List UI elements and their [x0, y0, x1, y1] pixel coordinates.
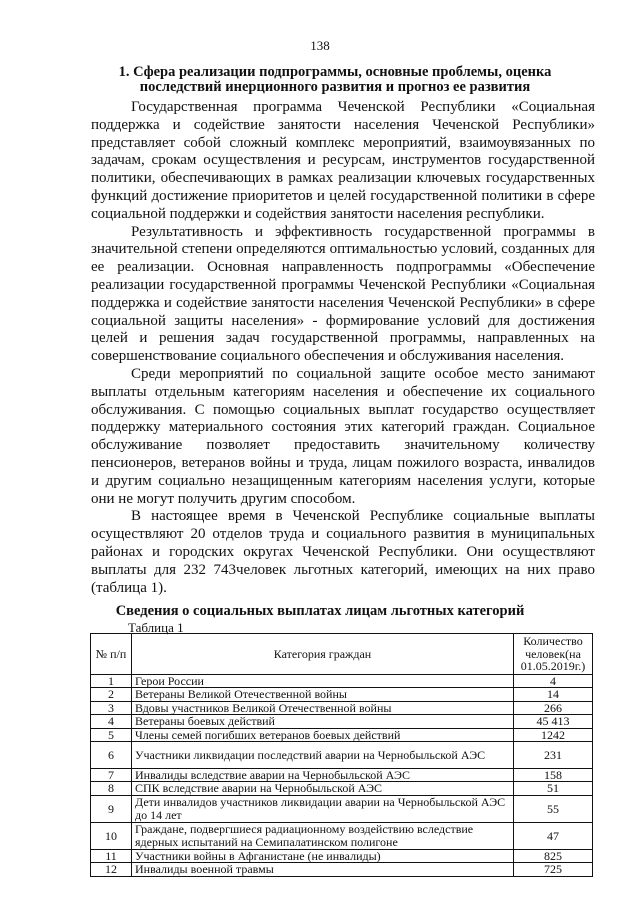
row-count: 825 — [514, 849, 593, 862]
table-row — [91, 742, 593, 769]
table-row — [91, 782, 593, 795]
row-count: 45 413 — [514, 715, 593, 728]
row-category: Участники войны в Афганистане (не инвалиды) — [132, 849, 514, 862]
row-num: 7 — [91, 769, 132, 782]
paragraph: В настоящее время в Чеченской Республике социальные выплаты осуществляют 20 отделов труда и социального развития в муниципальных районах и городских округах Чеченской Республики. Они осуществляют выплаты для 232 743человек льготных категорий, имеющих на них право (таблица 1). — [91, 508, 595, 596]
paragraph: Результативность и эффективность государственной программы в значительной степени определяются оптимальностью условий, созданных для ее реализации. Основная направленность подпрограммы «Обеспечение реализации государственной программы Чеченской Республики «Социальная поддержка и содействие занятости населения Чеченской Республики» в сфере социальной защиты населения» - формирование условий для достижения целей и решения задач государственной программы, направленных на совершенствование социального обеспечения и обслуживания населения. — [91, 223, 595, 365]
row-count: 55 — [514, 795, 593, 822]
row-num: 5 — [91, 728, 132, 741]
table-row — [91, 849, 593, 862]
row-num: 6 — [91, 742, 132, 769]
page-number: 138 — [310, 38, 330, 53]
row-category: Герои России — [132, 675, 514, 688]
table-row — [91, 795, 593, 822]
row-num: 3 — [91, 701, 132, 714]
row-num: 4 — [91, 715, 132, 728]
row-num: 1 — [91, 675, 132, 688]
row-category: Дети инвалидов участников ликвидации аварии на Чернобыльской АЭС до 14 лет — [132, 795, 514, 822]
table-title: Сведения о социальных выплатах лицам льготных категорий — [115, 603, 525, 619]
table-row — [91, 715, 593, 728]
table-row — [91, 822, 593, 849]
table-row — [91, 863, 593, 876]
row-num: 8 — [91, 782, 132, 795]
row-category: Граждане, подвергшиеся радиационному воздействию вследствие ядерных испытаний на Семипалатинском полигоне — [132, 822, 514, 849]
table-row — [91, 675, 593, 688]
header-count: Количество человек(на 01.05.2019г.) — [514, 634, 593, 675]
section-heading: 1. Сфера реализации подпрограммы, основные проблемы, оценка последствий инерционного развития и прогноз ее развития — [118, 64, 552, 95]
row-count: 725 — [514, 863, 593, 876]
table-row — [91, 728, 593, 741]
row-category: Члены семей погибших ветеранов боевых действий — [132, 728, 514, 741]
row-category: Инвалиды вследствие аварии на Чернобыльской АЭС — [132, 769, 514, 782]
table-row — [91, 688, 593, 701]
table-row — [91, 701, 593, 714]
table-label: Таблица 1 — [128, 620, 184, 635]
paragraph: Среди мероприятий по социальной защите особое место занимают выплаты отдельным категориям населения и обеспечение их социального обслуживания. С помощью социальных выплат государство осуществляет поддержку материального состояния этих категорий граждан. Социальное обслуживание позволяет предоставить значительному количеству пенсионеров, ветеранов войны и труда, лицам пожилого возраста, инвалидов и другим социально незащищенным категориям населения услуги, которые они не могут получить другим способом. — [91, 365, 595, 507]
row-count: 47 — [514, 822, 593, 849]
row-count: 14 — [514, 688, 593, 701]
row-num: 10 — [91, 822, 132, 849]
row-count: 4 — [514, 675, 593, 688]
row-count: 266 — [514, 701, 593, 714]
row-count: 51 — [514, 782, 593, 795]
row-num: 2 — [91, 688, 132, 701]
benefits-table — [90, 633, 593, 877]
row-category: СПК вследствие аварии на Чернобыльской АЭС — [132, 782, 514, 795]
row-category: Вдовы участников Великой Отечественной войны — [132, 701, 514, 714]
header-category: Категория граждан — [132, 634, 514, 675]
header-num: № п/п — [91, 634, 132, 675]
table-row — [91, 769, 593, 782]
paragraph: Государственная программа Чеченской Республики «Социальная поддержка и содействие занятости населения Чеченской Республики» представляет собой сложный комплекс мероприятий, взаимоувязанных по задачам, срокам осуществления и ресурсам, инструментов государственной политики, обеспечивающих в рамках реализации ключевых государственных функций достижение приоритетов и целей государственной политики в сфере социальной поддержки и содействия занятости населения республики. — [91, 99, 595, 222]
row-category: Инвалиды военной травмы — [132, 863, 514, 876]
table-header-row — [91, 634, 593, 675]
row-num: 12 — [91, 863, 132, 876]
row-num: 9 — [91, 795, 132, 822]
body-text — [91, 99, 595, 597]
row-category: Ветераны боевых действий — [132, 715, 514, 728]
row-count: 158 — [514, 769, 593, 782]
row-category: Ветераны Великой Отечественной войны — [132, 688, 514, 701]
row-num: 11 — [91, 849, 132, 862]
row-category: Участники ликвидации последствий аварии на Чернобыльской АЭС — [132, 742, 514, 769]
row-count: 231 — [514, 742, 593, 769]
row-count: 1242 — [514, 728, 593, 741]
